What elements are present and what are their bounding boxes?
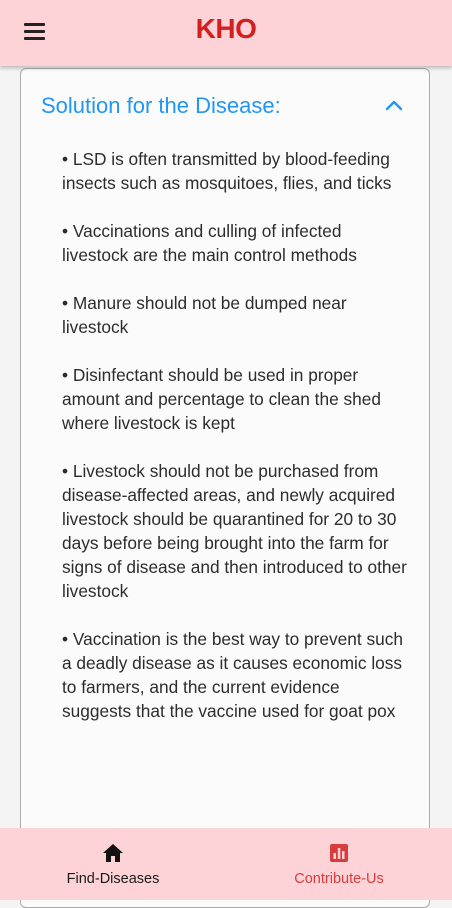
app-bar bbox=[0, 0, 452, 66]
app-logo: KHO bbox=[195, 13, 257, 44]
nav-label: Contribute-Us bbox=[294, 871, 384, 887]
nav-contribute-us[interactable] bbox=[226, 828, 452, 900]
bottom-navigation bbox=[0, 828, 452, 900]
chevron-up-icon[interactable] bbox=[385, 98, 403, 112]
nav-label: Find-Diseases bbox=[66, 871, 160, 887]
list-item: • Livestock should not be purchased from disease-affected areas, and newly acquired livestock should be quarantined for 20 to 30 days before being brought into the farm for signs of disease and then introduced to other livestock bbox=[62, 461, 407, 601]
solution-header[interactable] bbox=[21, 93, 429, 123]
nav-find-diseases[interactable] bbox=[0, 828, 226, 900]
solution-list bbox=[62, 147, 407, 747]
section-title: Solution for the Disease: bbox=[41, 93, 281, 118]
list-item: • Vaccinations and culling of infected livestock are the main control methods bbox=[62, 221, 357, 265]
list-item: • Disinfectant should be used in proper amount and percentage to clean the shed where livestock is kept bbox=[62, 365, 381, 433]
list-item: • Vaccination is the best way to prevent such a deadly disease as it causes economic loss to farmers, and the current evidence suggests that the vaccine used for goat pox bbox=[62, 629, 403, 721]
solution-card bbox=[20, 68, 430, 908]
bar-chart-icon bbox=[327, 841, 351, 865]
list-item: • LSD is often transmitted by blood-feeding insects such as mosquitoes, flies, and ticks bbox=[62, 149, 392, 193]
list-item: • Manure should not be dumped near livestock bbox=[62, 293, 347, 337]
home-icon bbox=[101, 841, 125, 865]
